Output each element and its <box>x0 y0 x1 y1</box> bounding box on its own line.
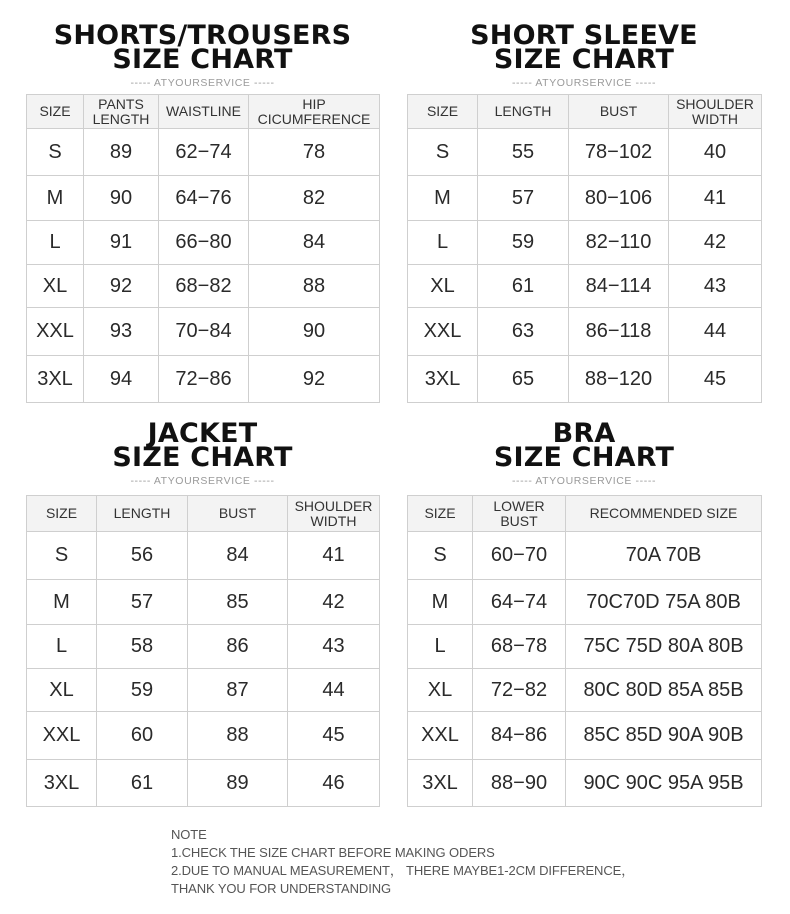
bra-title-line1: BRA <box>552 418 616 449</box>
table-cell: 66−80 <box>159 221 249 265</box>
table-header-row <box>27 496 380 532</box>
note-block <box>171 826 634 898</box>
table-cell: 56 <box>97 532 188 580</box>
shorts-title-line1: SHORTS/TROUSERS <box>53 20 352 51</box>
jacket-size-chart-heading <box>26 418 379 487</box>
table-cell: 80C 80D 85A 85B <box>566 669 762 712</box>
table-row <box>408 532 762 580</box>
table-header-row <box>408 95 762 129</box>
table-row <box>408 356 762 403</box>
table-header-row <box>408 496 762 532</box>
table-cell: S <box>408 129 478 176</box>
table-cell: 61 <box>478 265 569 308</box>
column-header: SIZE <box>27 496 97 532</box>
table-cell: M <box>408 176 478 221</box>
table-cell: L <box>408 221 478 265</box>
table-cell: 58 <box>97 625 188 669</box>
table-cell: 91 <box>84 221 159 265</box>
table-cell: 45 <box>669 356 762 403</box>
table-row <box>27 532 380 580</box>
table-cell: 60 <box>97 712 188 760</box>
table-cell: 63 <box>478 308 569 356</box>
table-cell: XL <box>27 265 84 308</box>
table-cell: M <box>27 176 84 221</box>
table-cell: 43 <box>288 625 380 669</box>
table-cell: 59 <box>478 221 569 265</box>
table-row <box>27 580 380 625</box>
table-cell: 41 <box>669 176 762 221</box>
column-header: LENGTH <box>97 496 188 532</box>
column-header: SHOULDER WIDTH <box>288 496 380 532</box>
bra-size-chart-heading <box>407 418 761 487</box>
sleeve-title-line2: SIZE CHART <box>493 44 675 75</box>
table-row <box>27 129 380 176</box>
table-cell: 57 <box>97 580 188 625</box>
table-cell: 61 <box>97 760 188 807</box>
table-row <box>408 669 762 712</box>
table-cell: M <box>408 580 473 625</box>
table-cell: 89 <box>84 129 159 176</box>
column-header: PANTS LENGTH <box>84 95 159 129</box>
table-cell: 92 <box>249 356 380 403</box>
table-cell: 68−82 <box>159 265 249 308</box>
sleeve-title-line1: SHORT SLEEVE <box>470 20 698 51</box>
column-header: SIZE <box>27 95 84 129</box>
jacket-title-line2: SIZE CHART <box>112 442 293 473</box>
jacket-chart-title <box>26 418 379 473</box>
column-header: SIZE <box>408 496 473 532</box>
sleeve-chart-title <box>407 20 761 75</box>
table-cell: 46 <box>288 760 380 807</box>
bra-brand-label: ----- ATYOURSERVICE ----- <box>511 475 657 487</box>
table-cell: 87 <box>188 669 288 712</box>
shorts-brand-label: ----- ATYOURSERVICE ----- <box>130 77 275 89</box>
table-cell: 44 <box>288 669 380 712</box>
table-cell: 89 <box>188 760 288 807</box>
table-cell: 93 <box>84 308 159 356</box>
table-cell: 3XL <box>408 356 478 403</box>
table-cell: 80−106 <box>569 176 669 221</box>
table-cell: M <box>27 580 97 625</box>
bra-chart-title <box>407 418 761 473</box>
table-row <box>27 308 380 356</box>
column-header: SIZE <box>408 95 478 129</box>
shorts-chart-title <box>26 20 379 75</box>
table-cell: 72−86 <box>159 356 249 403</box>
note-heading: NOTE <box>171 827 207 842</box>
table-cell: 62−74 <box>159 129 249 176</box>
table-cell: 84 <box>188 532 288 580</box>
table-cell: S <box>408 532 473 580</box>
note-line: 2.DUE TO MANUAL MEASUREMENT， THERE MAYBE1-2CM DIFFERENCE， <box>171 863 635 878</box>
table-row <box>408 712 762 760</box>
table-cell: 3XL <box>408 760 473 807</box>
table-cell: S <box>27 129 84 176</box>
column-header: WAISTLINE <box>159 95 249 129</box>
table-cell: XL <box>27 669 97 712</box>
jacket-brand-label: ----- ATYOURSERVICE ----- <box>130 475 275 487</box>
table-cell: 68−78 <box>473 625 566 669</box>
table-cell: 88 <box>188 712 288 760</box>
table-row <box>27 265 380 308</box>
table-cell: L <box>27 221 84 265</box>
table-cell: 57 <box>478 176 569 221</box>
table-cell: XXL <box>27 712 97 760</box>
table-cell: XXL <box>408 308 478 356</box>
bra-size-table <box>407 495 762 807</box>
table-cell: 78−102 <box>569 129 669 176</box>
table-row <box>27 669 380 712</box>
table-cell: 90 <box>84 176 159 221</box>
sleeve-brand-label: ----- ATYOURSERVICE ----- <box>511 77 657 89</box>
table-cell: XL <box>408 265 478 308</box>
table-cell: 82−110 <box>569 221 669 265</box>
table-row <box>408 221 762 265</box>
bra-title-line2: SIZE CHART <box>493 442 675 473</box>
table-cell: 90 <box>249 308 380 356</box>
table-cell: 90C 90C 95A 95B <box>566 760 762 807</box>
note-line: THANK YOU FOR UNDERSTANDING <box>171 881 392 896</box>
table-row <box>408 308 762 356</box>
table-cell: 84 <box>249 221 380 265</box>
table-row <box>27 712 380 760</box>
table-row <box>27 760 380 807</box>
table-cell: 86−118 <box>569 308 669 356</box>
table-cell: 70C70D 75A 80B <box>566 580 762 625</box>
table-cell: 60−70 <box>473 532 566 580</box>
table-cell: XL <box>408 669 473 712</box>
table-cell: XXL <box>408 712 473 760</box>
note-line: 1.CHECK THE SIZE CHART BEFORE MAKING ODERS <box>171 845 495 860</box>
table-row <box>408 625 762 669</box>
table-cell: 40 <box>669 129 762 176</box>
table-cell: 82 <box>249 176 380 221</box>
table-cell: 75C 75D 80A 80B <box>566 625 762 669</box>
table-cell: 65 <box>478 356 569 403</box>
table-row <box>27 176 380 221</box>
table-cell: 42 <box>288 580 380 625</box>
column-header: LENGTH <box>478 95 569 129</box>
table-cell: 92 <box>84 265 159 308</box>
table-row <box>408 760 762 807</box>
table-cell: 86 <box>188 625 288 669</box>
table-cell: XXL <box>27 308 84 356</box>
table-row <box>408 265 762 308</box>
table-cell: 64−76 <box>159 176 249 221</box>
table-cell: 85 <box>188 580 288 625</box>
table-cell: 3XL <box>27 356 84 403</box>
table-cell: 85C 85D 90A 90B <box>566 712 762 760</box>
table-cell: 41 <box>288 532 380 580</box>
jacket-title-line1: JACKET <box>147 418 258 449</box>
table-cell: 88−120 <box>569 356 669 403</box>
shorts-title-line2: SIZE CHART <box>112 44 293 75</box>
table-cell: S <box>27 532 97 580</box>
table-row <box>408 580 762 625</box>
table-cell: 43 <box>669 265 762 308</box>
shorts-size-table <box>26 94 380 403</box>
table-cell: 70A 70B <box>566 532 762 580</box>
table-cell: L <box>408 625 473 669</box>
table-cell: 55 <box>478 129 569 176</box>
column-header: SHOULDER WIDTH <box>669 95 762 129</box>
table-row <box>27 221 380 265</box>
table-cell: 44 <box>669 308 762 356</box>
sleeve-size-table <box>407 94 762 403</box>
column-header: BUST <box>569 95 669 129</box>
table-cell: 70−84 <box>159 308 249 356</box>
table-cell: 88 <box>249 265 380 308</box>
table-cell: 94 <box>84 356 159 403</box>
table-cell: 45 <box>288 712 380 760</box>
sleeve-size-chart-heading <box>407 20 761 89</box>
column-header: HIP CICUMFERENCE <box>249 95 380 129</box>
column-header: LOWER BUST <box>473 496 566 532</box>
column-header: BUST <box>188 496 288 532</box>
column-header: RECOMMENDED SIZE <box>566 496 762 532</box>
table-cell: 3XL <box>27 760 97 807</box>
table-cell: 84−86 <box>473 712 566 760</box>
table-cell: 72−82 <box>473 669 566 712</box>
table-row <box>408 129 762 176</box>
table-header-row <box>27 95 380 129</box>
table-cell: 84−114 <box>569 265 669 308</box>
table-cell: L <box>27 625 97 669</box>
table-cell: 88−90 <box>473 760 566 807</box>
jacket-size-table <box>26 495 380 807</box>
table-cell: 64−74 <box>473 580 566 625</box>
table-row <box>408 176 762 221</box>
table-cell: 59 <box>97 669 188 712</box>
table-cell: 42 <box>669 221 762 265</box>
table-row <box>27 625 380 669</box>
table-row <box>27 356 380 403</box>
shorts-size-chart-heading <box>26 20 379 89</box>
table-cell: 78 <box>249 129 380 176</box>
